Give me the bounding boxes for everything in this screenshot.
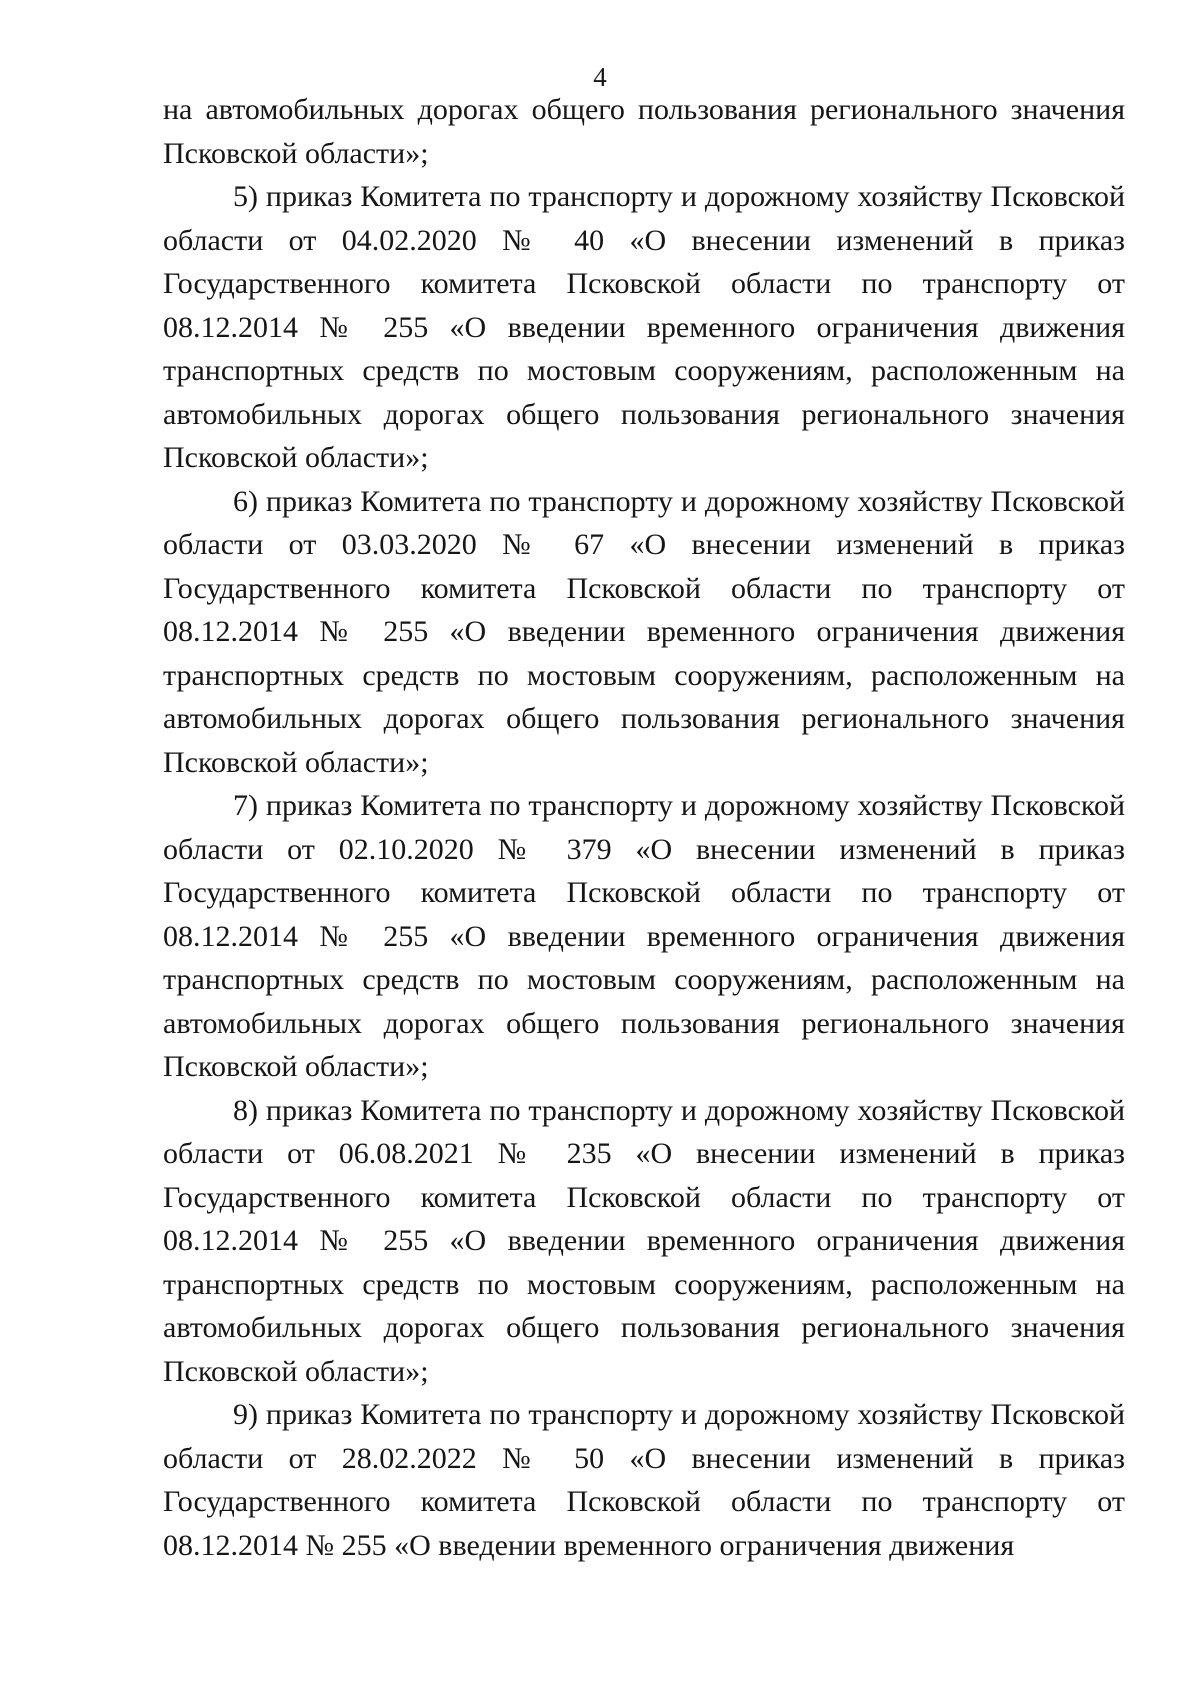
paragraph-continuation: на автомобильных дорогах общего пользования регионального значения Псковской области»; bbox=[163, 93, 1125, 170]
list-item-6: 6) приказ Комитета по транспорту и дорожному хозяйству Псковской области от 03.03.2020 № 67 «О внесении изменений в приказ Государственного комитета Псковской области по транспорту от 08.12.2014 № 255 «О введении временного ограничения движения транспортных средств по мостовым сооружениям, расположенным на автомобильных дорогах общего пользования регионального значения Псковской области»; bbox=[163, 484, 1125, 779]
list-item-5: 5) приказ Комитета по транспорту и дорожному хозяйству Псковской области от 04.02.2020 № 40 «О внесении изменений в приказ Государственного комитета Псковской области по транспорту от 08.12.2014 № 255 «О введении временного ограничения движения транспортных средств по мостовым сооружениям, расположенным на автомобильных дорогах общего пользования регионального значения Псковской области»; bbox=[163, 180, 1125, 474]
page-number: 4 bbox=[593, 62, 607, 92]
list-item-8: 8) приказ Комитета по транспорту и дорожному хозяйству Псковской области от 06.08.2021 № 235 «О внесении изменений в приказ Государственного комитета Псковской области по транспорту от 08.12.2014 № 255 «О введении временного ограничения движения транспортных средств по мостовым сооружениям, расположенным на автомобильных дорогах общего пользования регионального значения Псковской области»; bbox=[163, 1093, 1125, 1388]
list-item-9: 9) приказ Комитета по транспорту и дорожному хозяйству Псковской области от 28.02.2022 № 50 «О внесении изменений в приказ Государственного комитета Псковской области по транспорту от 08.12.2014 № 255 «О введении временного ограничения движения bbox=[163, 1398, 1125, 1562]
document-body bbox=[163, 88, 1125, 1567]
list-item-7: 7) приказ Комитета по транспорту и дорожному хозяйству Псковской области от 02.10.2020 № 379 «О внесении изменений в приказ Государственного комитета Псковской области по транспорту от 08.12.2014 № 255 «О введении временного ограничения движения транспортных средств по мостовым сооружениям, расположенным на автомобильных дорогах общего пользования регионального значения Псковской области»; bbox=[163, 789, 1125, 1083]
